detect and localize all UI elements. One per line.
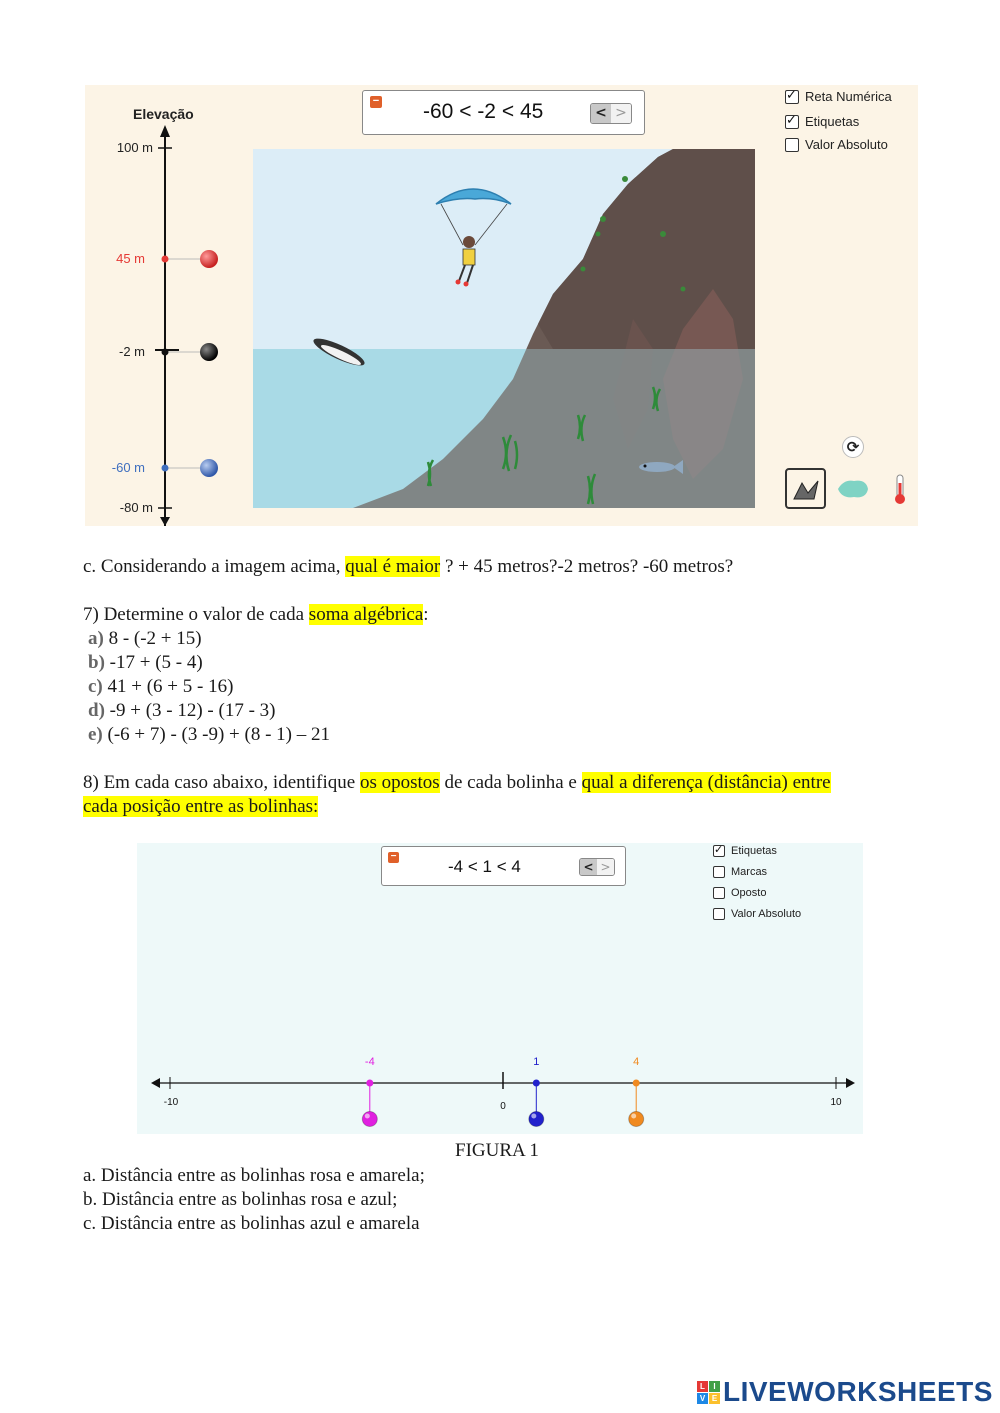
list-item: [88, 675, 233, 699]
cmp-value-a: -60: [423, 100, 454, 123]
item-text: -9 + (3 - 12) - (17 - 3): [104, 700, 276, 721]
checkbox-label: Valor Absoluto: [805, 137, 888, 152]
checkbox-reta-numerica[interactable]: [785, 89, 892, 104]
checkbox-icon: [785, 138, 799, 152]
item-text: (-6 + 7) - (3 -9) + (8 - 1) – 21: [102, 724, 330, 745]
q8-highlight-2: qual a diferença (distância) entre: [581, 772, 831, 793]
axis-title: Elevação: [133, 106, 194, 122]
bird-icon: [790, 473, 822, 505]
q7-prefix: 7) Determine o valor de cada: [83, 604, 309, 625]
point-marker: [533, 1080, 540, 1087]
question-c-suffix: ? + 45 metros?-2 metros? -60 metros?: [440, 556, 734, 577]
draggable-ball[interactable]: [529, 1112, 544, 1127]
number-line: [137, 843, 863, 1134]
distance-question-c: c. Distância entre as bolinhas azul e amarela: [83, 1213, 420, 1234]
cmp2-op-1: <: [467, 857, 478, 876]
thermometer-scene-button[interactable]: [879, 468, 918, 509]
point-marker: [633, 1080, 640, 1087]
less-than-button-2[interactable]: <: [580, 859, 597, 875]
item-text: 8 - (-2 + 15): [103, 628, 202, 649]
list-item: [88, 723, 330, 747]
checkbox-label: Oposto: [731, 887, 767, 899]
list-item: [88, 627, 202, 651]
list-item: [88, 699, 276, 723]
question-c-highlight: qual é maior: [345, 556, 441, 577]
draggable-ball[interactable]: [362, 1112, 377, 1127]
draggable-ball[interactable]: [629, 1112, 644, 1127]
checkbox-label: Marcas: [731, 866, 768, 878]
tick-label-zero: 0: [500, 1101, 506, 1112]
question-7-heading: [83, 603, 429, 627]
q7-suffix: :: [423, 604, 429, 625]
q8-highlight-3: cada posição entre as bolinhas:: [83, 796, 319, 817]
question-8-line-1: [83, 771, 831, 795]
q8-middle: de cada bolinha e: [439, 772, 582, 793]
logo-letter: V: [697, 1393, 708, 1404]
checkbox-icon: [785, 90, 799, 104]
checkbox-label: Valor Absoluto: [731, 908, 802, 920]
checkbox-etiquetas[interactable]: [785, 114, 859, 129]
q7-highlight: soma algébrica: [308, 604, 424, 625]
elevation-applet: [85, 85, 918, 526]
red-ball[interactable]: [199, 249, 219, 269]
island-scene-button[interactable]: [832, 468, 873, 509]
q8-highlight-1: os opostos: [359, 772, 440, 793]
item-text: 41 + (6 + 5 - 16): [102, 676, 234, 697]
minimize-button-2[interactable]: −: [388, 852, 399, 863]
tick-label-min: -10: [163, 1097, 179, 1108]
item-text: -17 + (5 - 4): [104, 652, 203, 673]
distance-question-b: b. Distância entre as bolinhas rosa e azul;: [83, 1189, 398, 1210]
minimize-button[interactable]: −: [370, 96, 382, 108]
reset-icon[interactable]: ⟳: [842, 436, 864, 458]
logo-letter: E: [709, 1393, 720, 1404]
logo-grid-icon: [697, 1381, 720, 1404]
ball-highlight: [631, 1114, 636, 1119]
ball-highlight: [365, 1114, 370, 1119]
cmp2-op-2: <: [496, 857, 507, 876]
question-c-prefix: c. Considerando a imagem acima,: [83, 556, 346, 577]
logo-letter: L: [697, 1381, 708, 1392]
logo-text: LIVEWORKSHEETS: [723, 1376, 993, 1407]
point-label: 4: [633, 1056, 640, 1068]
item-letter: a): [88, 628, 104, 649]
item-letter: e): [88, 724, 103, 745]
item-letter: c): [88, 676, 103, 697]
axis-label-100: 100 m: [116, 140, 153, 155]
greater-than-button[interactable]: >: [611, 104, 631, 123]
question-c: [83, 555, 733, 579]
q8-prefix: 8) Em cada caso abaixo, identifique: [83, 772, 360, 793]
figure-caption: FIGURA 1: [455, 1140, 539, 1161]
item-letter: b): [88, 652, 105, 673]
thermometer-icon: [892, 473, 908, 505]
distance-question-a: a. Distância entre as bolinhas rosa e amarela;: [83, 1165, 425, 1186]
less-than-button[interactable]: <: [591, 104, 611, 123]
checkbox-label: Etiquetas: [731, 845, 777, 857]
liveworksheets-logo: [697, 1377, 993, 1407]
point-label: 1: [533, 1056, 540, 1068]
bird-scene-button[interactable]: [785, 468, 826, 509]
point-marker: [366, 1080, 373, 1087]
comparison-box: [362, 90, 645, 135]
elevation-scene: [253, 149, 755, 508]
checkbox-label: Reta Numérica: [805, 89, 892, 104]
comparison-text: [423, 100, 543, 124]
cmp2-value-c: 4: [511, 857, 521, 876]
cmp-op-1: <: [459, 100, 472, 123]
order-toggle: [590, 103, 632, 124]
number-line-applet: [137, 843, 863, 1134]
tick-label-max: 10: [830, 1097, 842, 1108]
greater-than-button-2[interactable]: >: [597, 859, 614, 875]
checkbox-label: Etiquetas: [805, 114, 860, 129]
cmp-op-2: <: [501, 100, 515, 123]
checkbox-icon: [785, 115, 799, 129]
cmp2-value-a: -4: [448, 857, 464, 876]
list-item: [88, 651, 203, 675]
black-ball[interactable]: [199, 342, 219, 362]
checkbox-valor-absoluto[interactable]: [785, 137, 888, 152]
point-label: -4: [364, 1056, 375, 1068]
logo-letter: I: [709, 1381, 720, 1392]
blue-ball[interactable]: [199, 458, 219, 478]
cmp-value-b: -2: [477, 100, 496, 123]
item-letter: d): [88, 700, 105, 721]
question-8-line-2: [83, 795, 318, 819]
cmp-value-c: 45: [519, 100, 544, 123]
axis-label-minus2: -2 m: [119, 344, 145, 359]
axis-label-minus60: -60 m: [111, 460, 145, 475]
cmp2-value-b: 1: [482, 857, 492, 876]
ball-highlight: [531, 1114, 536, 1119]
island-icon: [836, 477, 870, 501]
axis-label-45: 45 m: [116, 251, 145, 266]
axis-label-minus80: -80 m: [119, 500, 153, 515]
